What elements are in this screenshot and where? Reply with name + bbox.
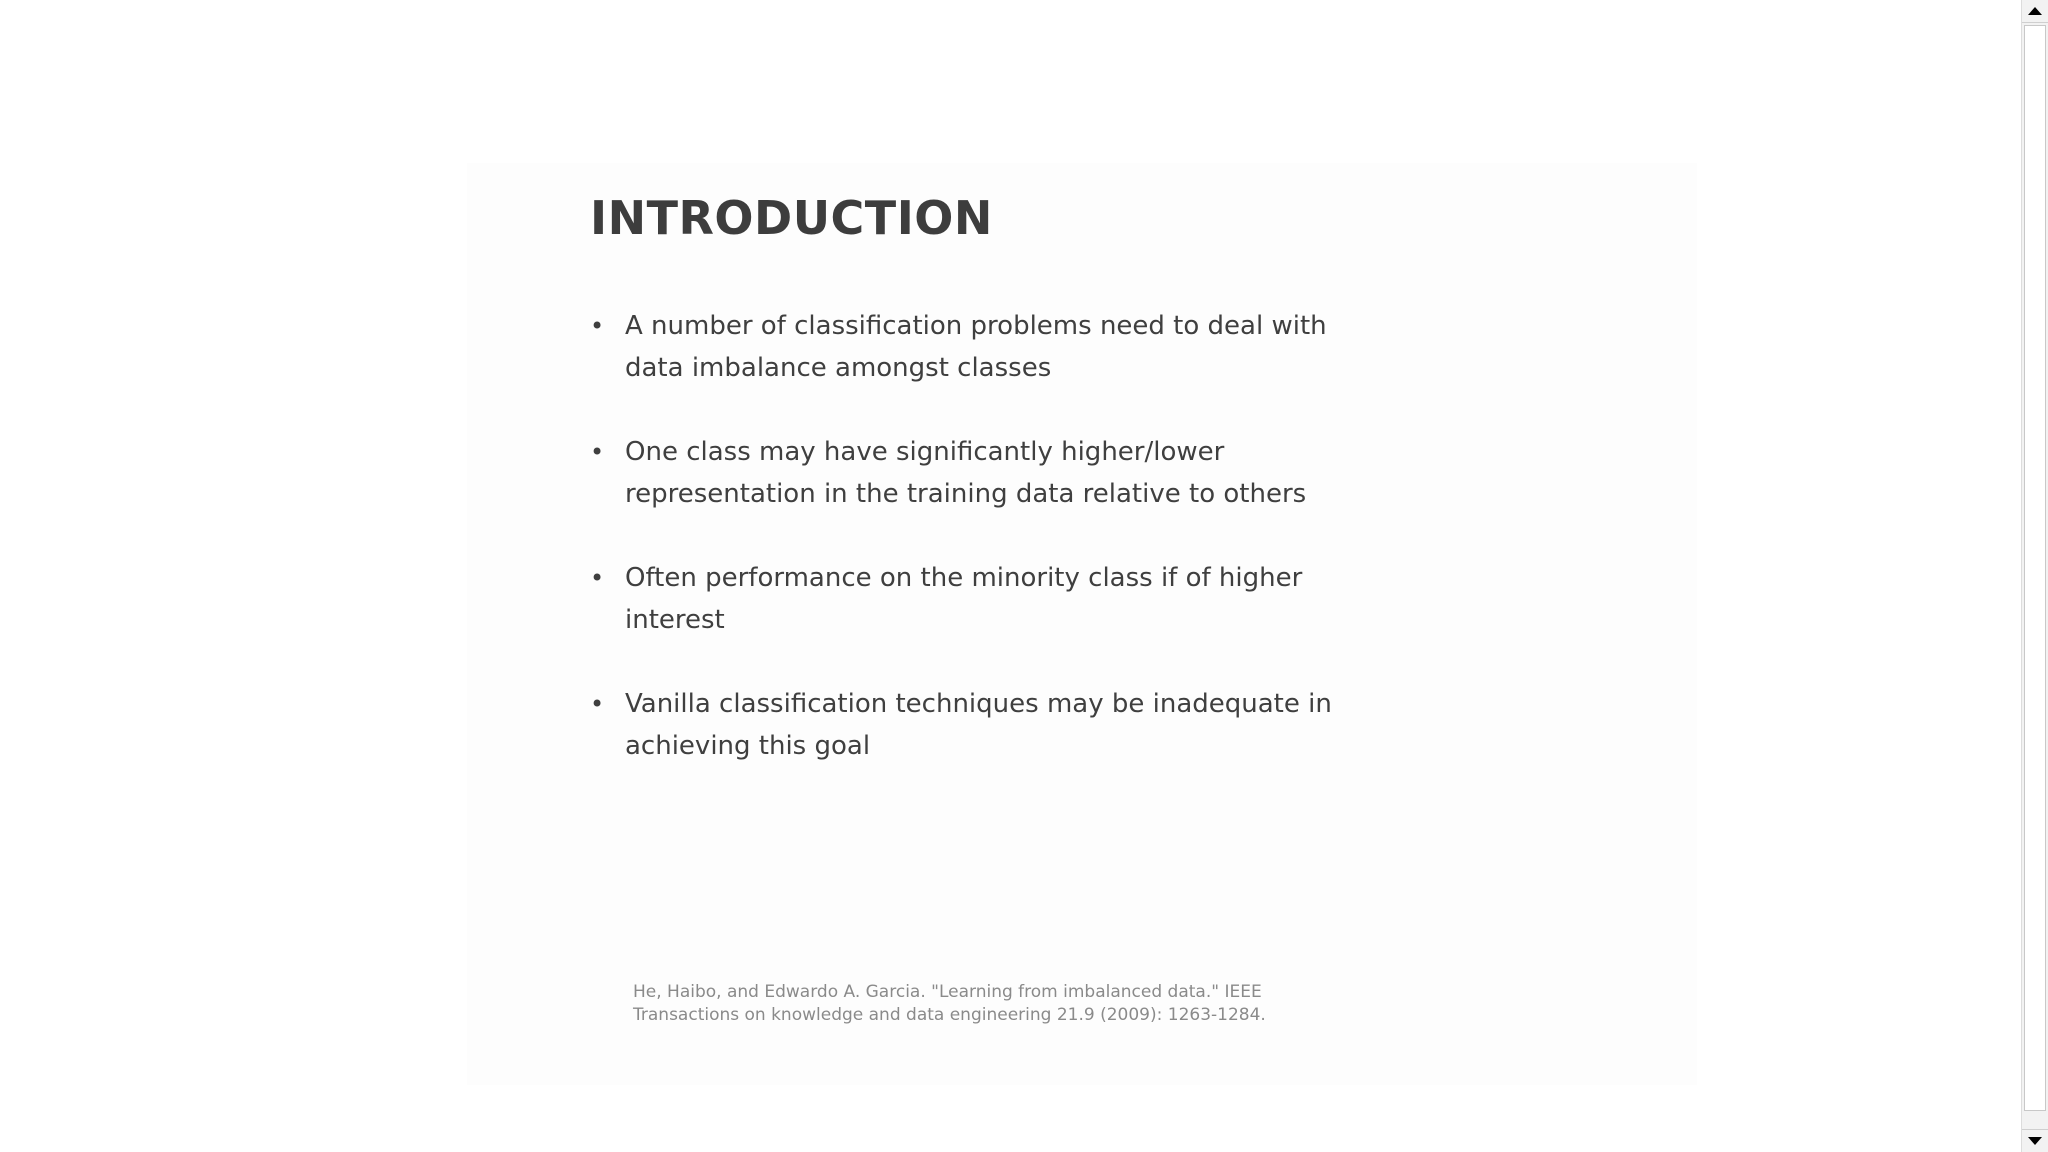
citation: He, Haibo, and Edwardo A. Garcia. "Learning from imbalanced data." IEEE Transactions on knowledge and data engineering 21.9 (2009): 1263-1284. (633, 982, 1266, 1025)
bullet-text: Often performance on the minority class if of higher interest (625, 563, 1303, 635)
bullet-marker: • (590, 564, 605, 592)
arrow-down-icon (2028, 1137, 2042, 1145)
list-item (590, 431, 1350, 515)
bullet-text: A number of classification problems need to deal with data imbalance amongst classes (625, 311, 1327, 383)
list-item (590, 557, 1350, 641)
scroll-up-button[interactable] (2022, 0, 2048, 23)
scroll-track[interactable] (2022, 23, 2048, 1129)
bullet-marker: • (590, 438, 605, 466)
scroll-down-button[interactable] (2022, 1129, 2048, 1152)
bullet-marker: • (590, 690, 605, 718)
scroll-thumb[interactable] (2024, 25, 2046, 1111)
list-item (590, 683, 1350, 767)
bullet-marker: • (590, 312, 605, 340)
arrow-up-icon (2028, 7, 2042, 15)
bullet-text: Vanilla classification techniques may be inadequate in achieving this goal (625, 689, 1332, 761)
slide-title: INTRODUCTION (590, 191, 993, 245)
bullet-list (590, 305, 1350, 809)
slide (467, 163, 1697, 1085)
bullet-text: One class may have significantly higher/lower representation in the training data relative to others (625, 437, 1307, 509)
list-item (590, 305, 1350, 389)
vertical-scrollbar[interactable] (2021, 0, 2048, 1152)
